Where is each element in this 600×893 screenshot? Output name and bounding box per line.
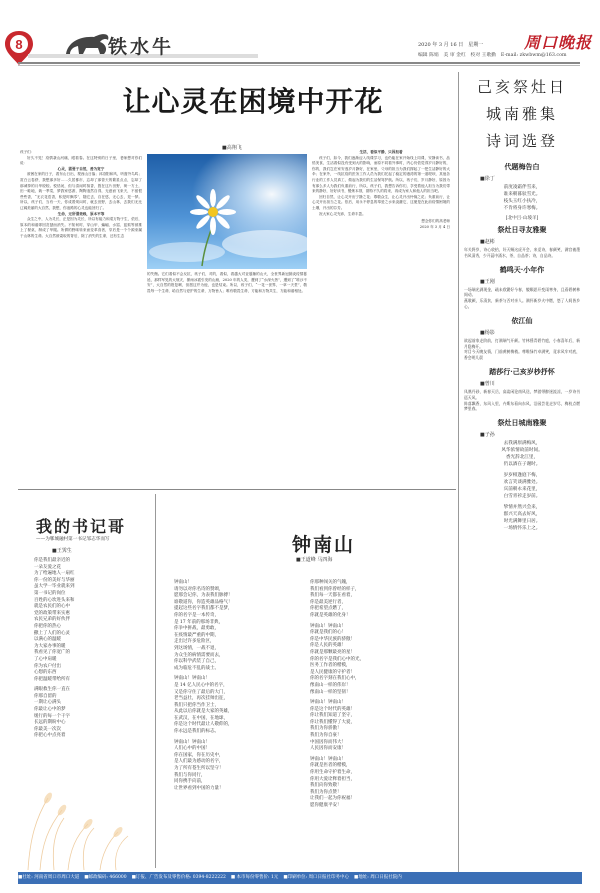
poem-line: 你是中华民族的骄傲！ <box>310 636 355 642</box>
header-rule <box>18 62 580 64</box>
page-number: 8 <box>15 37 23 52</box>
poem-line: 你就是英雄的化身！ <box>310 612 351 618</box>
poem-line: 枝头玉红小扶冷， <box>503 199 541 204</box>
poem-line: 满眼救生你一直在 <box>34 687 70 693</box>
editor-meta: 编辑 陈娟 美 审 金红 校对 王歌勤 E-mail: zkwbwm@163.com <box>418 53 567 58</box>
right-column-header <box>462 76 582 151</box>
poem-note: [北中吕·山坡羊] <box>505 216 539 221</box>
poem-line: 是人民健康的守护者！ <box>310 669 355 675</box>
poem-line: 百姓的心坎进头来和 <box>34 597 75 603</box>
poem-line: 你的名字是一本传奇， <box>174 612 219 618</box>
poem-line: 你就是那颗最亮的星！ <box>310 649 355 655</box>
poem-lines <box>464 440 580 532</box>
poem-line: 我们与你同行， <box>174 772 206 778</box>
paper-logo: 周口晚报 <box>524 33 593 52</box>
paragraph: 的失衡。它们看似不会反抗，孩子们，对的，看似，看越大对亚蔓藤的山火，全世界新冠肺炎疫情蔓延，那样军见的大规灾，暴雨冰雹引发的山崩，2020 年的人类，遭到了“水深火热”，遭到了“堆沙不安”，大自然的报复啊，但愿这并为他，也是结束。所以，孩子们，“一花一世界，一草一天堂”，敬畏每一个生命，给自然与爱护的生命，万物皆人；唯有敬畏生命，方能和万物共生，方能和谐相处。 <box>147 272 307 293</box>
poem-line: 愿你健康平安！ <box>310 803 342 808</box>
poem-line: 钟南山！钟南山！ <box>310 623 346 629</box>
poem-line: 你用生命守护着生命， <box>310 770 355 776</box>
paragraph: 孩子们： <box>20 150 35 154</box>
poem-line: 医务工作者的楷模， <box>310 663 351 669</box>
poem-line: 钟南山！钟南山！ <box>174 739 210 745</box>
poem-title: 踏莎行·己亥岁杪抒怀 <box>489 366 555 376</box>
poem-line: 我们每一天都在看着， <box>310 593 355 599</box>
poem-line: 你把希望点燃了， <box>310 606 346 612</box>
poem-line: 岁岁相逢庭下梅， <box>503 473 541 479</box>
poem-line: 钟南山！ <box>174 580 192 585</box>
poem-line: 就是农民们的心中 <box>34 604 70 610</box>
poem-author: ■赵彬 <box>480 239 495 245</box>
poem-line: 你就是我们的心！ <box>310 630 346 636</box>
poem-line: 老当益壮，再次挂帅出征， <box>174 696 228 702</box>
poem-line: 同你携手向前， <box>174 779 206 785</box>
footer-item: ■社址: 河南省周口市周口大道 <box>18 875 80 880</box>
poem-line: 愿那会记你，为表我们脉搏！ <box>174 593 233 599</box>
bottom-mid-poem-left <box>174 580 304 796</box>
poem-body: 阵落飘香，东风入里，卉斯东看向东风，沿园芸花走岁尽，梅枝点燃梦里春。 <box>464 400 580 412</box>
header-rule-thin <box>18 65 580 66</box>
poem-line: 你争中拼战，最勇敢， <box>174 626 219 632</box>
poem-line: 我们为你骄傲！ <box>310 726 342 732</box>
poem-line: 了心中肩暖 <box>34 656 57 662</box>
poem-line: 中国因你而伟大！ <box>310 739 346 745</box>
poem-line: 前度凌霜伴雪来， <box>503 185 541 190</box>
signature: 想念你们的高老师 <box>421 219 450 224</box>
poem-line: 走出过许多危险区， <box>174 639 215 645</box>
poem-line: 你是我们最亲近的 <box>34 558 70 563</box>
bottom-mid-title: 钟南山 <box>292 534 356 556</box>
poem-line: 宾前朝永来花里， <box>503 487 541 493</box>
poem-body: 对目今天晚友情，门前黄树梅梢。尊唯绿竹卓满笑，竟求风牢对底，香会明几晨 <box>464 349 580 361</box>
poem-line: 我们只把你当作卫士， <box>174 702 219 708</box>
poem-line: 在武汉，在中国，在地球， <box>174 715 228 721</box>
poem-line: 你是这个时代的英雄！ <box>310 706 355 712</box>
dandelion-photo <box>147 154 307 269</box>
article-column-3 <box>312 150 450 230</box>
poem-author: ■徐丁 <box>480 176 495 182</box>
stanza <box>34 558 144 683</box>
poem-line: 我们向你致敬！ <box>310 783 342 789</box>
article-column-1 <box>20 150 142 240</box>
poem-line: 钟南山！钟南山！ <box>310 700 346 706</box>
right-poems <box>464 162 580 532</box>
poem-line: 为大家办事的暖 <box>34 643 66 649</box>
subheading: 生活，看似平静，只因担着 <box>359 150 403 154</box>
footer-item: ■ 本市每份零售价: 1元 <box>230 875 279 880</box>
bottom-mid-author: ■王道峰 马四海 <box>296 557 333 563</box>
poem-line: 不肯将身许寒梅。 <box>503 206 541 211</box>
poem-line: 像南山一样的坚韧！ <box>310 689 351 695</box>
poem-body: 燕歌颜，乐清贫，新茶与否对亲人。满怀新岁火中燃，悠了人间皆乡心。 <box>464 298 580 309</box>
poem-line: 请勿以对你名诗的赞颂， <box>174 586 224 592</box>
poem-line: 为了给遍地人一扇红 <box>34 571 75 577</box>
poem-line: 一场情怀乐上之。 <box>503 526 541 532</box>
footer-item: ■邮政编码: 466000 <box>84 875 127 880</box>
bottom-left-subtitle: ——为郸城融村第一书记邹志华而写 <box>36 537 110 542</box>
poem-line: 你最让心中的梦 <box>34 707 66 713</box>
poem-line: 让世界看到中国的力量！ <box>174 785 224 791</box>
poem-line: 撒上了人们的心灵 <box>34 630 70 636</box>
poem-author: ■曾川 <box>480 380 495 387</box>
poem-line: 像南山一样的伟岸！ <box>310 682 351 688</box>
poem-line: 我们为你点赞！ <box>310 789 342 795</box>
right-title-line-1: 己亥祭灶日 <box>476 78 567 96</box>
poem-line: 一朵友爱之花 <box>34 564 61 570</box>
poem-line: 白雪青衫走岁前。 <box>503 494 541 500</box>
main-byline: ■高翔飞 <box>222 145 242 151</box>
poem-line: 成为临危不乱的战士。 <box>174 665 219 671</box>
section-name: 铁水牛 <box>108 36 175 58</box>
bottom-left-author: ■王霁生 <box>52 548 72 554</box>
footer-item: ■地址: 周口日报社院内 <box>354 875 402 880</box>
poem-line: 你那自留的 <box>34 693 57 699</box>
grass-decoration <box>18 758 148 870</box>
right-column-divider <box>458 72 459 872</box>
stanza <box>174 676 304 735</box>
poem-line: 时光满舞里日居。 <box>503 519 541 525</box>
mid-rule <box>18 489 456 490</box>
poem-line: 香光辞北江里， <box>505 455 539 461</box>
poem-line: 到这场情，一战不退， <box>174 645 219 651</box>
poem-line: 你把心中点亮着 <box>34 733 66 739</box>
poem-line: 欢言笑谈满雅处。 <box>503 480 541 486</box>
poem-line: 为众生的病情需要而去， <box>174 652 224 658</box>
poem-line: 挚情并然兴会来， <box>503 505 541 511</box>
paragraph: 被困在家的日子，看东山日出，观西山日落；沐浴阳和风，听窗外鸟鸣；赏白云卷舒，我想那多好……久居都市，忘却了那曾天的繁星点点，忘却了那诚挚的月华皎皎。悦恬闭，但与清闲时抹香，胜在这片田野，荷一方土，田一畦地，栽一季菜，梦我家悠游，陶陶逍然自得，无意而飞来天，不留恨些些香，“无衣花语香，积是时飘零”，随它去，自在悠，无心去，见一梦。所以，孩子们，当有一天，你成着烦闷时，就去田野，去山林，去我们无比辽阔美丽的大自然，我想，你迷路的心灵也能回归了。 <box>20 172 142 210</box>
bottom-divider <box>155 494 156 868</box>
stanza <box>174 580 304 672</box>
poem-line: 你让我们懂得了大爱， <box>310 719 355 725</box>
poem-line: 你是最美逆行者， <box>310 599 346 605</box>
poem-author: ■王刚 <box>480 278 495 285</box>
bottom-left-poem <box>34 558 144 744</box>
stanza <box>174 740 304 793</box>
poem-line: 你把温暖带给所有 <box>34 676 70 682</box>
poem-line: 人民因你而安康！ <box>310 746 346 752</box>
poem-line: 你以科学武装了自己， <box>174 659 219 665</box>
bottom-left-title: 我的书记哥 <box>36 517 127 536</box>
poem-line: 第一书记的岗位 <box>34 590 66 596</box>
subheading: 生命，无所谓贵贱，原本平等 <box>57 211 105 216</box>
poem-line: 人们心中的中国！ <box>174 746 210 752</box>
poem-line: 长远的期盼中心 <box>34 720 66 726</box>
poem-line: 是人们最为感动的名字， <box>174 759 224 765</box>
poem-line: 又是你守住了最后的大门， <box>174 689 228 695</box>
footer-item: ■订报、广告发布及零售价格: 0394-8222222 <box>131 875 226 880</box>
poem-line: 风华浓情故前时间。 <box>501 448 543 454</box>
stanza <box>310 757 450 810</box>
poem-line: 你让我们知道了坚守， <box>310 713 355 719</box>
poem-line: 你那种闯关的气魄， <box>310 580 351 585</box>
right-title-line-3: 诗词选登 <box>485 132 558 150</box>
poem-line: 你是这个时代最让人敬仰的， <box>174 722 233 728</box>
signature-date: 2020 年 3 月 4 日 <box>419 224 450 229</box>
poem-line: 从此以后你就是大家的英雄， <box>174 709 233 715</box>
poem-line: 你一份的美好与华丽 <box>34 577 75 583</box>
poem-line: 缓行的每一个干字 <box>34 713 70 719</box>
paragraph: 好久不见！疫情袭山河痛，眼看春。在这特别的日子里，老师想对你们说： <box>20 155 142 166</box>
footer-bar <box>18 872 582 884</box>
paragraph: 祝大家心灵充沛，生命丰盈。 <box>319 211 366 216</box>
paragraph: 孩子们，如今，我们逐渐迈入线课学习，也仍能在家开始线上同课，安静读书，品悟美食，生活看似没有受到大的影响，而原不同看外事时，内心仍依觉得岁月静好的，你的，我们岂在家安逸岁月静好，在家里，父母的担当为我们撑起了一把生活静好的大伞；在家外，一线抗疫的医务工作人员为我们托起了稳定的港湾的第一道堤坝，其他各行业的工作人员真工，做起为我们的生活保驾护航。所以，孩子们，岁月静好，原因为有那么多人为我们负重前行，所以，孩子们，我想告诉你们，享受着他人担当为我们带来的静好，好好读书，锻炼本领，期待不久的将来，再成为家人和他人的担当吧。 <box>312 155 450 194</box>
poem-line: 心想的东西 <box>34 670 57 676</box>
poem-line: 你把你的热心 <box>34 623 61 629</box>
poem-body: 欲起前家走阶前，打满瑞气开颜。竹林摇青碧竹庭，小春喜年后，新月隐梅开。 <box>464 337 580 349</box>
poem-body: 凤凰丹砂，新春天岳，高谈闲论南风送，梦游带醉迷流凉，一岁诗书巡天风。 <box>464 388 580 400</box>
poem-line: 钟南山！钟南山！ <box>310 756 346 762</box>
poem-line: 一期让心满头 <box>34 700 61 706</box>
poem-line: 仍以酒在子谢时。 <box>503 462 541 468</box>
poem-line: 让我们一起为你祝福！ <box>310 796 355 802</box>
right-title-line-2: 城南雅集 <box>485 105 558 123</box>
poem-body: 年关将岁，诗心收拾，好天赐这虎开会，来觅诗，春颜笑，满宫被墨书风清秀，少开蕊中涌水，茶，自品茶；诗，自品诗。 <box>464 247 580 258</box>
poem-line: 谁敬道你，你造英雄品格气！ <box>174 599 233 605</box>
bottom-mid-poem-right <box>310 580 450 814</box>
poem-line: 为了所有苍生所以坚守！ <box>174 766 224 772</box>
poem-line: 你最美一次次 <box>34 726 61 732</box>
poem-line: 你用大爱诠释着担当， <box>310 776 355 782</box>
poem-line: 钟南山！钟南山！ <box>174 676 210 682</box>
poem-title: 依江仙 <box>511 315 533 325</box>
poem-line: 在疫情最严重的中期， <box>174 632 219 638</box>
poem-body: 一场瑞光满现金，疏未欣繁好今春，兢顺思开变雨寒身，且看碧树林间动。 <box>464 286 580 298</box>
poem-title: 代题梅告白 <box>504 162 540 171</box>
stanza <box>310 580 450 620</box>
poem-line: 你为农户付出 <box>34 663 61 669</box>
footer-item: ■印刷单位: 周口日报社印务中心 <box>283 875 350 880</box>
subheading: 心灵，需要于自然，善为宽宁 <box>57 166 105 171</box>
poem-line: 谁来朝暮驮雪光。 <box>503 192 541 197</box>
poem-line: 你的名字是我们心中的光， <box>310 656 364 662</box>
article-column-2 <box>147 272 307 294</box>
poem-author: ■子孙 <box>480 432 495 439</box>
poem-line: 群兴天高去好风， <box>503 512 541 518</box>
issue-date: 2020 年 3 月 16 日 星期一 <box>418 42 484 48</box>
poem-line: 你的名字刻在我们心中， <box>310 676 360 682</box>
poem-line: 你就是医者的楷模， <box>310 763 351 769</box>
poem-title: 鹤鸣天·小年作 <box>499 264 545 274</box>
poem-line: 是 14 亿人民心中的名字， <box>174 682 228 688</box>
poem-title: 祭灶日寻友雅聚 <box>497 225 547 234</box>
poem-line: 你是人民的英雄！ <box>310 643 346 649</box>
poem-line: 我们看到你曾经的样子， <box>310 586 360 592</box>
poem-title: 祭灶日城南雅聚 <box>497 418 547 428</box>
poem-line: 虽大学一毕业就来到 <box>34 584 75 590</box>
paragraph: 回归自然，让心灵开出宁静之花；尊敬众生，让心灵开出怜悯之花；负重前行，让心灵开出担当之花。依后，用永不停息的奉爱之水来浇灌它，这便是在此前疫情困境的土壤，开出的芬芳。 <box>312 194 450 210</box>
poem-line: 以满心的温暖 <box>34 637 61 643</box>
poem-line: 农民兄弟的好伙伴 <box>34 617 70 623</box>
poem-line: 去我满原满梅风， <box>503 441 541 447</box>
stanza <box>34 687 144 740</box>
poem-line: 党的政策带来实惠 <box>34 610 70 616</box>
paragraph: 众生之中，人为灵长，正是因为灵长，所以有能力和逞万物于生，依后，原本的和谐即因贪婪而消失。不知何时，穿山甲、蝙蝠、水貂、蓝狐等被推上了餐桌，制成了华服。所谓的野味转来而变革食者，穿后是一个个源来属于山林的生命。大自然被索取的背后，除了消失的生命，还有生态 <box>20 217 142 238</box>
poem-line: 提起这些名字我们都不是梦， <box>174 606 233 612</box>
poem-line: 我看见了你宽广的 <box>34 650 70 656</box>
poem-line: 是 17 年前的那场非典， <box>174 619 224 625</box>
stanza <box>310 700 450 753</box>
main-headline: 让心灵在困境中开花 <box>122 85 384 118</box>
poem-line: 我们为你自豪！ <box>310 733 342 739</box>
poem-line: 你永远是我们的标志。 <box>174 729 219 735</box>
stanza <box>310 624 450 697</box>
poem-line: 你在国家，你在历史中， <box>174 752 224 758</box>
poem-author: ■杨影 <box>480 329 495 336</box>
